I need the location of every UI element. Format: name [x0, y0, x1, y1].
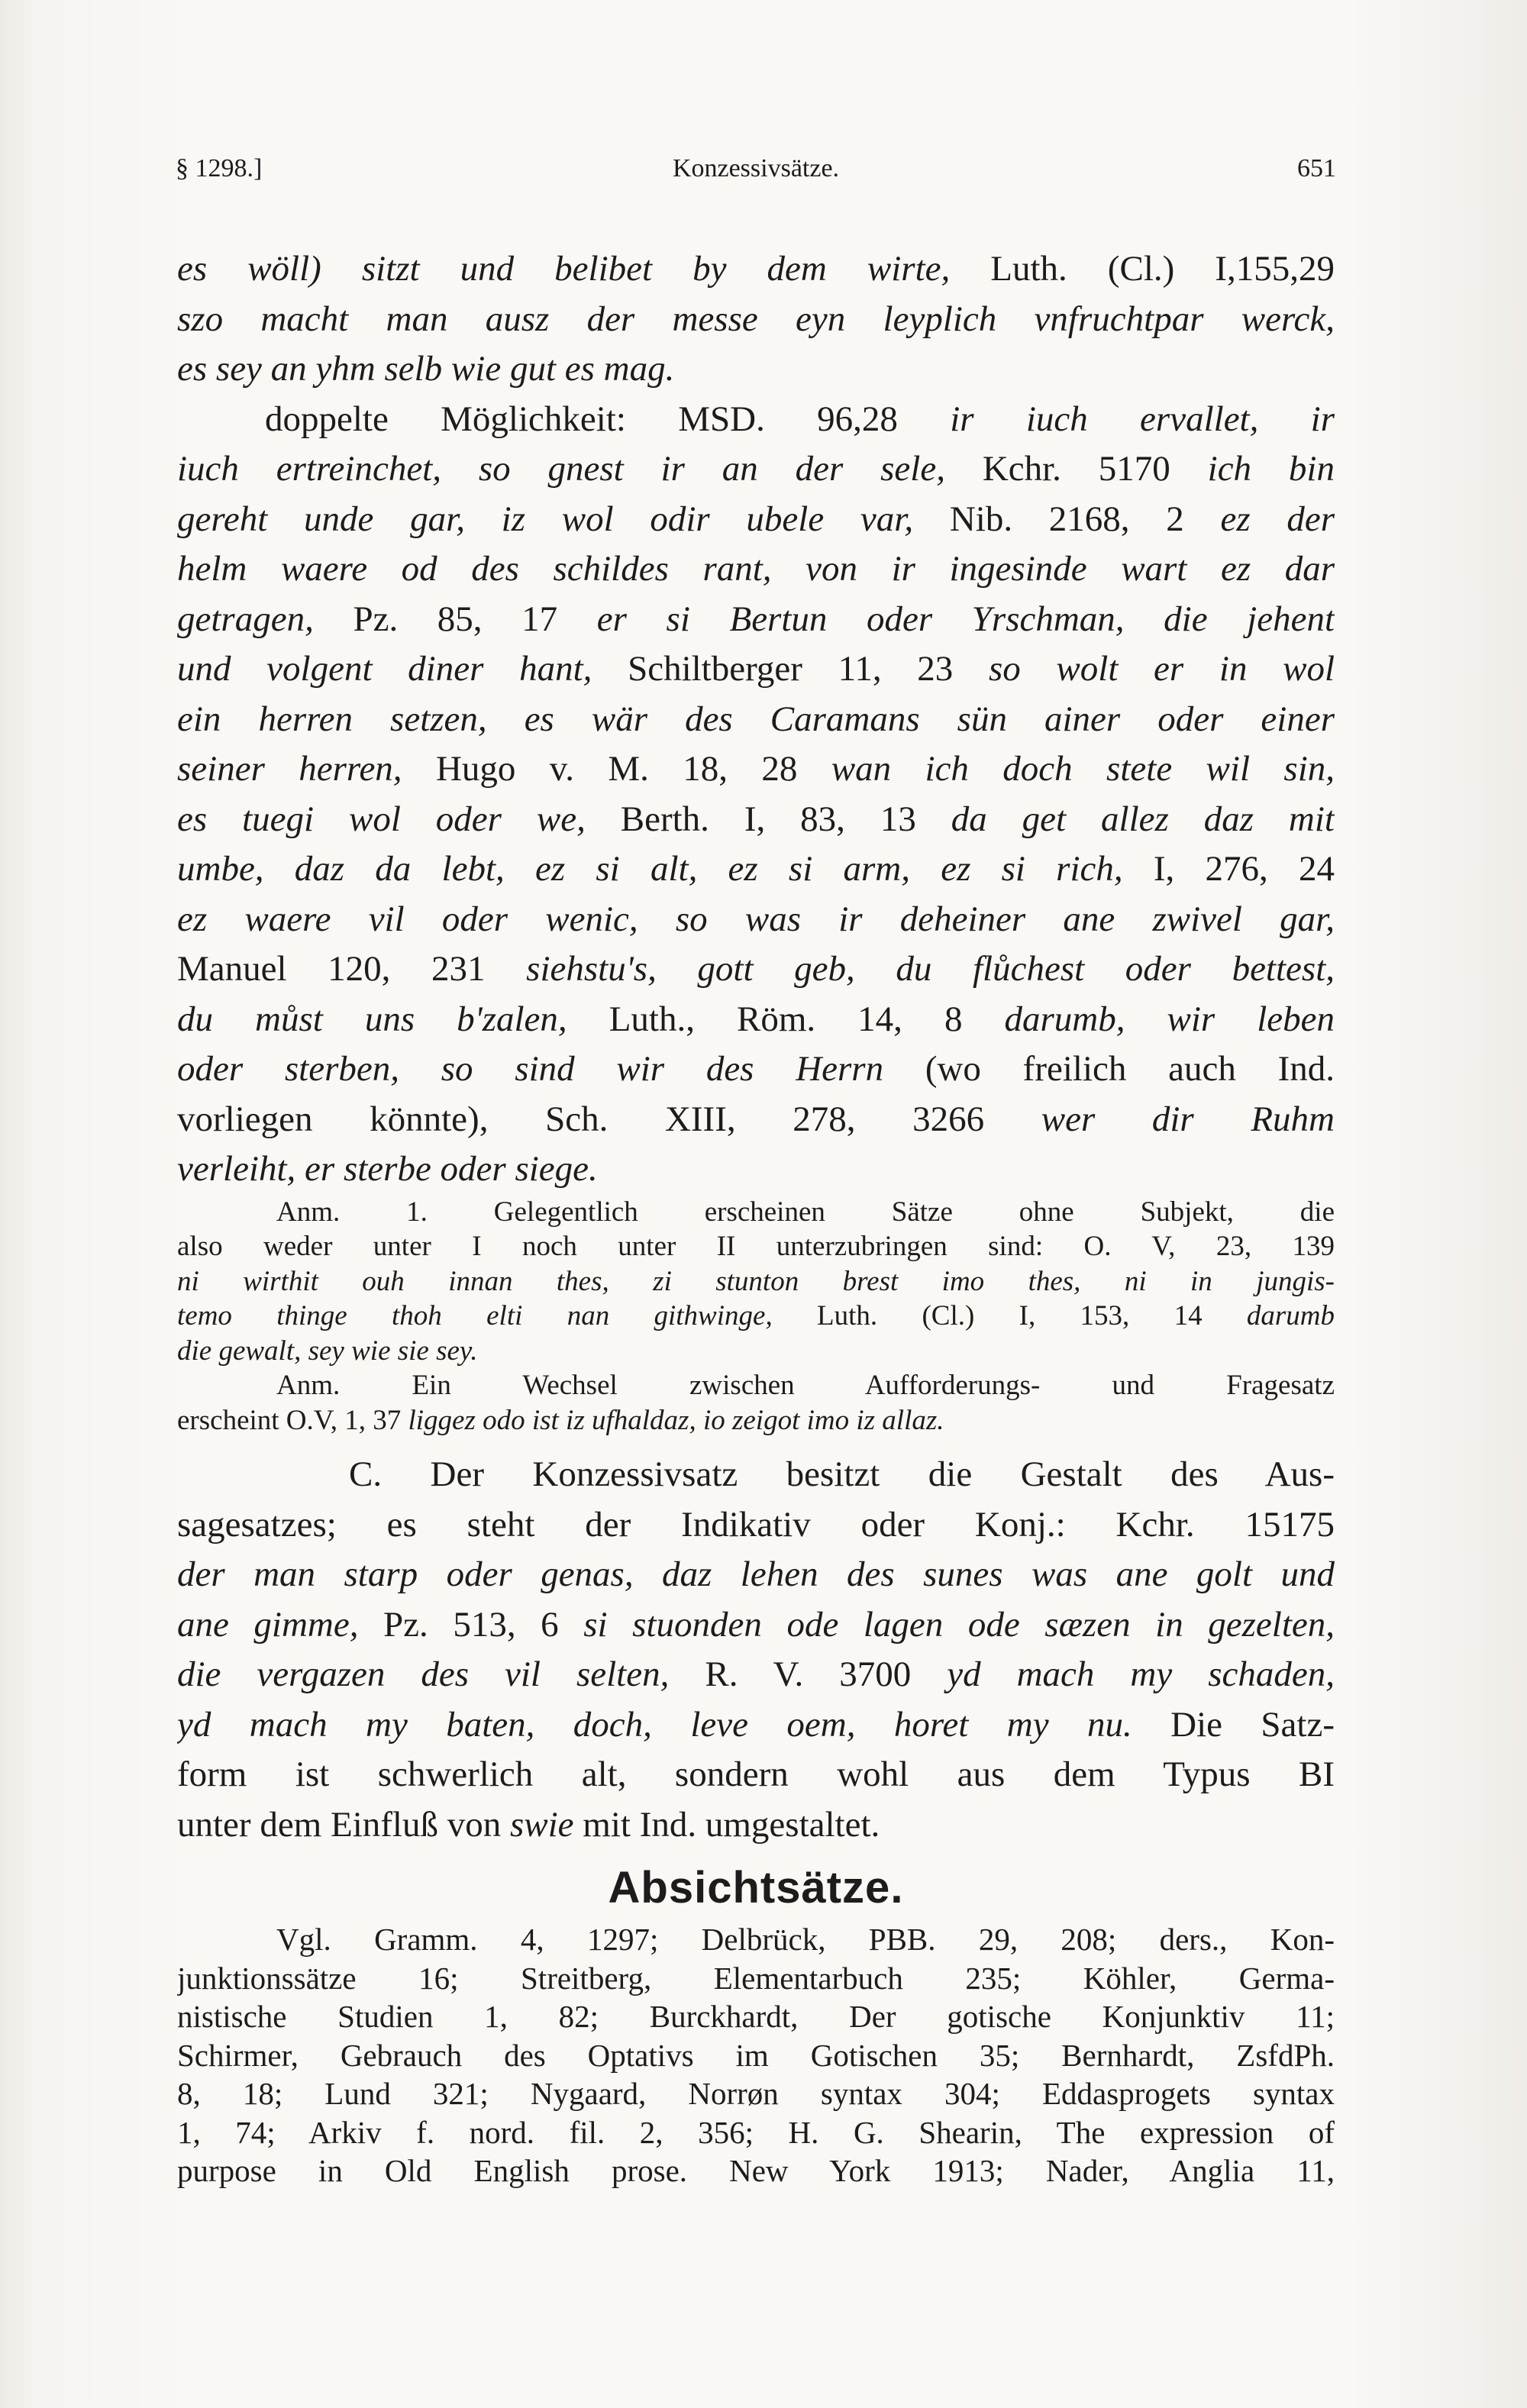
- roman-text: C. Der Konzessivsatz besitzt die Gestalt des Aus-: [349, 1454, 1335, 1494]
- roman-text: Pz. 85, 17: [353, 599, 597, 639]
- italic-text: yd mach my schaden,: [947, 1654, 1335, 1694]
- italic-text: er si Bertun oder Yrschman, die jehent: [596, 599, 1335, 639]
- roman-text: (wo freilich auch Ind.: [925, 1049, 1335, 1089]
- roman-text: Schirmer, Gebrauch des Optativs im Gotischen 35; Bernhardt, ZsfdPh.: [177, 2037, 1335, 2073]
- italic-text: szo macht man ausz der messe eyn leyplich vnfruchtpar werck,: [177, 299, 1335, 339]
- text-line: [177, 1700, 1335, 1751]
- italic-text: ir iuch ervallet, ir: [950, 399, 1335, 439]
- roman-text: I, 276, 24: [1153, 849, 1335, 889]
- text-line: [177, 795, 1335, 845]
- italic-text: ich bin: [1207, 449, 1335, 489]
- text-line: [177, 444, 1335, 495]
- italic-text: siehstu's, gott geb, du flůchest oder bettest,: [526, 949, 1335, 989]
- text-line: [177, 1299, 1335, 1334]
- roman-text: Anm. Ein Wechsel zwischen Aufforderungs- und Fragesatz: [276, 1370, 1335, 1401]
- roman-text: Berth. I, 83, 13: [620, 799, 951, 839]
- roman-text: Manuel 120, 231: [177, 949, 527, 989]
- roman-text: mit Ind. umgestaltet.: [583, 1804, 880, 1845]
- roman-text: Luth., Röm. 14, 8: [609, 999, 1005, 1039]
- text-line: [177, 844, 1335, 895]
- text-line: [177, 1403, 1335, 1438]
- running-title: Konzessivsätze.: [672, 154, 840, 182]
- roman-text: Vgl. Gramm. 4, 1297; Delbrück, PBB. 29, 208; ders., Kon-: [276, 1922, 1335, 1957]
- page-body: [177, 244, 1335, 2190]
- italic-text: getragen,: [177, 599, 354, 639]
- main-text-block: [177, 244, 1335, 1850]
- bibliography-line: [177, 1920, 1335, 1959]
- bibliography-block: [177, 1920, 1335, 2190]
- roman-text: Luth. (Cl.) I,155,29: [990, 249, 1335, 289]
- text-line: [177, 1044, 1335, 1095]
- bibliography-line: [177, 1959, 1335, 1998]
- text-line: [177, 1229, 1335, 1264]
- bibliography-line: [177, 2151, 1335, 2190]
- roman-text: erscheint O.V, 1, 37: [177, 1404, 408, 1436]
- italic-text: ni wirthit ouh innan thes, zi stunton brest imo thes, ni in jungis-: [177, 1265, 1335, 1297]
- italic-text: darumb: [1246, 1300, 1335, 1332]
- roman-text: Schiltberger 11, 23: [628, 649, 989, 689]
- text-line: [177, 1650, 1335, 1700]
- roman-text: vorliegen könnte), Sch. XIII, 278, 3266: [177, 1099, 1041, 1139]
- italic-text: liggez odo ist iz ufhaldaz, io zeigot imo iz allaz.: [408, 1404, 944, 1436]
- text-line: [177, 544, 1335, 595]
- text-line: [177, 244, 1335, 295]
- italic-text: si stuonden ode lagen ode sæzen in gezelten,: [583, 1604, 1335, 1645]
- roman-text: Hugo v. M. 18, 28: [435, 749, 831, 789]
- italic-text: du můst uns b'zalen,: [177, 999, 609, 1039]
- roman-text: Luth. (Cl.) I, 153, 14: [817, 1300, 1247, 1332]
- roman-text: form ist schwerlich alt, sondern wohl aus dem Typus BI: [177, 1754, 1335, 1794]
- italic-text: temo thinge thoh elti nan githwinge,: [177, 1300, 818, 1332]
- italic-text: umbe, daz da lebt, ez si alt, ez si arm, ez si rich,: [177, 849, 1154, 889]
- text-line: [177, 944, 1335, 995]
- text-line: [177, 1450, 1335, 1500]
- italic-text: iuch ertreinchet, so gnest ir an der sele,: [177, 449, 983, 489]
- text-line: [177, 1368, 1335, 1403]
- italic-text: darumb, wir leben: [1004, 999, 1335, 1039]
- roman-text: Nib. 2168, 2: [949, 499, 1221, 539]
- roman-text: also weder unter I noch unter II unterzubringen sind: O. V, 23, 139: [177, 1231, 1335, 1262]
- text-line: [177, 395, 1335, 445]
- roman-text: unter dem Einfluß von: [177, 1804, 510, 1845]
- italic-text: der man starp oder genas, daz lehen des sunes was ane golt und: [177, 1554, 1335, 1594]
- text-line: [177, 1500, 1335, 1551]
- italic-text: es tuegi wol oder we,: [177, 799, 621, 839]
- bibliography-line: [177, 2036, 1335, 2075]
- text-line: [177, 1800, 1335, 1851]
- italic-text: gereht unde gar, iz wol odir ubele var,: [177, 499, 950, 539]
- text-line: [177, 1334, 1335, 1369]
- roman-text: Anm. 1. Gelegentlich erscheinen Sätze ohne Subjekt, die: [276, 1196, 1335, 1228]
- roman-text: Kchr. 5170: [982, 449, 1208, 489]
- bibliography-line: [177, 2074, 1335, 2113]
- text-line: [177, 1144, 1335, 1195]
- roman-text: 8, 18; Lund 321; Nygaard, Norrøn syntax 304; Eddasprogets syntax: [177, 2076, 1335, 2111]
- text-line: [177, 1600, 1335, 1651]
- italic-text: helm waere od des schildes rant, von ir ingesinde wart ez dar: [177, 549, 1335, 589]
- text-line: [177, 1550, 1335, 1600]
- italic-text: es sey an yhm selb wie gut es mag.: [177, 349, 675, 389]
- roman-text: sagesatzes; es steht der Indikativ oder Konj.: Kchr. 15175: [177, 1504, 1335, 1545]
- italic-text: wan ich doch stete wil sin,: [831, 749, 1335, 789]
- text-line: [177, 295, 1335, 345]
- text-line: [177, 1750, 1335, 1800]
- text-line: [177, 1264, 1335, 1299]
- roman-text: Die Satz-: [1170, 1704, 1335, 1745]
- text-line: [177, 495, 1335, 545]
- italic-text: seiner herren,: [177, 749, 436, 789]
- italic-text: ez waere vil oder wenic, so was ir deheiner ane zwivel gar,: [177, 899, 1335, 939]
- text-line: [177, 895, 1335, 945]
- roman-text: junktionssätze 16; Streitberg, Elementarbuch 235; Köhler, Germa-: [177, 1960, 1335, 1996]
- italic-text: die gewalt, sey wie sie sey.: [177, 1335, 478, 1367]
- italic-text: da get allez daz mit: [951, 799, 1335, 839]
- italic-text: yd mach my baten, doch, leve oem, horet my nu.: [177, 1704, 1171, 1745]
- italic-text: swie: [509, 1804, 583, 1845]
- page-number: 651: [1297, 154, 1336, 182]
- text-line: [177, 344, 1335, 395]
- italic-text: ane gimme,: [177, 1604, 384, 1645]
- text-line: [177, 695, 1335, 745]
- italic-text: wer dir Ruhm: [1041, 1099, 1335, 1139]
- text-line: [177, 1195, 1335, 1230]
- roman-text: Pz. 513, 6: [383, 1604, 584, 1645]
- italic-text: ez der: [1220, 499, 1335, 539]
- italic-text: ein herren setzen, es wär des Caramans sün ainer oder einer: [177, 699, 1335, 739]
- roman-text: 1, 74; Arkiv f. nord. fil. 2, 356; H. G. Shearin, The expression of: [177, 2114, 1335, 2150]
- bibliography-line: [177, 2113, 1335, 2152]
- italic-text: oder sterben, so sind wir des Herrn: [177, 1049, 925, 1089]
- roman-text: nistische Studien 1, 82; Burckhardt, Der gotische Konjunktiv 11;: [177, 1999, 1335, 2034]
- italic-text: es wöll) sitzt und belibet by dem wirte,: [177, 249, 991, 289]
- text-line: [177, 1095, 1335, 1145]
- text-line: [177, 995, 1335, 1045]
- text-line: [177, 595, 1335, 645]
- italic-text: so wolt er in wol: [988, 649, 1335, 689]
- roman-text: doppelte Möglichkeit: MSD. 96,28: [265, 399, 951, 439]
- bibliography-line: [177, 1997, 1335, 2036]
- section-marker: § 1298.]: [176, 154, 263, 182]
- running-header: [176, 154, 1336, 200]
- paragraph-gap: [177, 1438, 1335, 1450]
- roman-text: purpose in Old English prose. New York 1913; Nader, Anglia 11,: [177, 2153, 1335, 2188]
- italic-text: die vergazen des vil selten,: [177, 1654, 705, 1694]
- section-heading: Absichtsätze.: [608, 1863, 904, 1913]
- roman-text: R. V. 3700: [705, 1654, 948, 1694]
- text-line: [177, 744, 1335, 795]
- text-line: [177, 644, 1335, 695]
- italic-text: verleiht, er sterbe oder siege.: [177, 1149, 598, 1189]
- italic-text: und volgent diner hant,: [177, 649, 628, 689]
